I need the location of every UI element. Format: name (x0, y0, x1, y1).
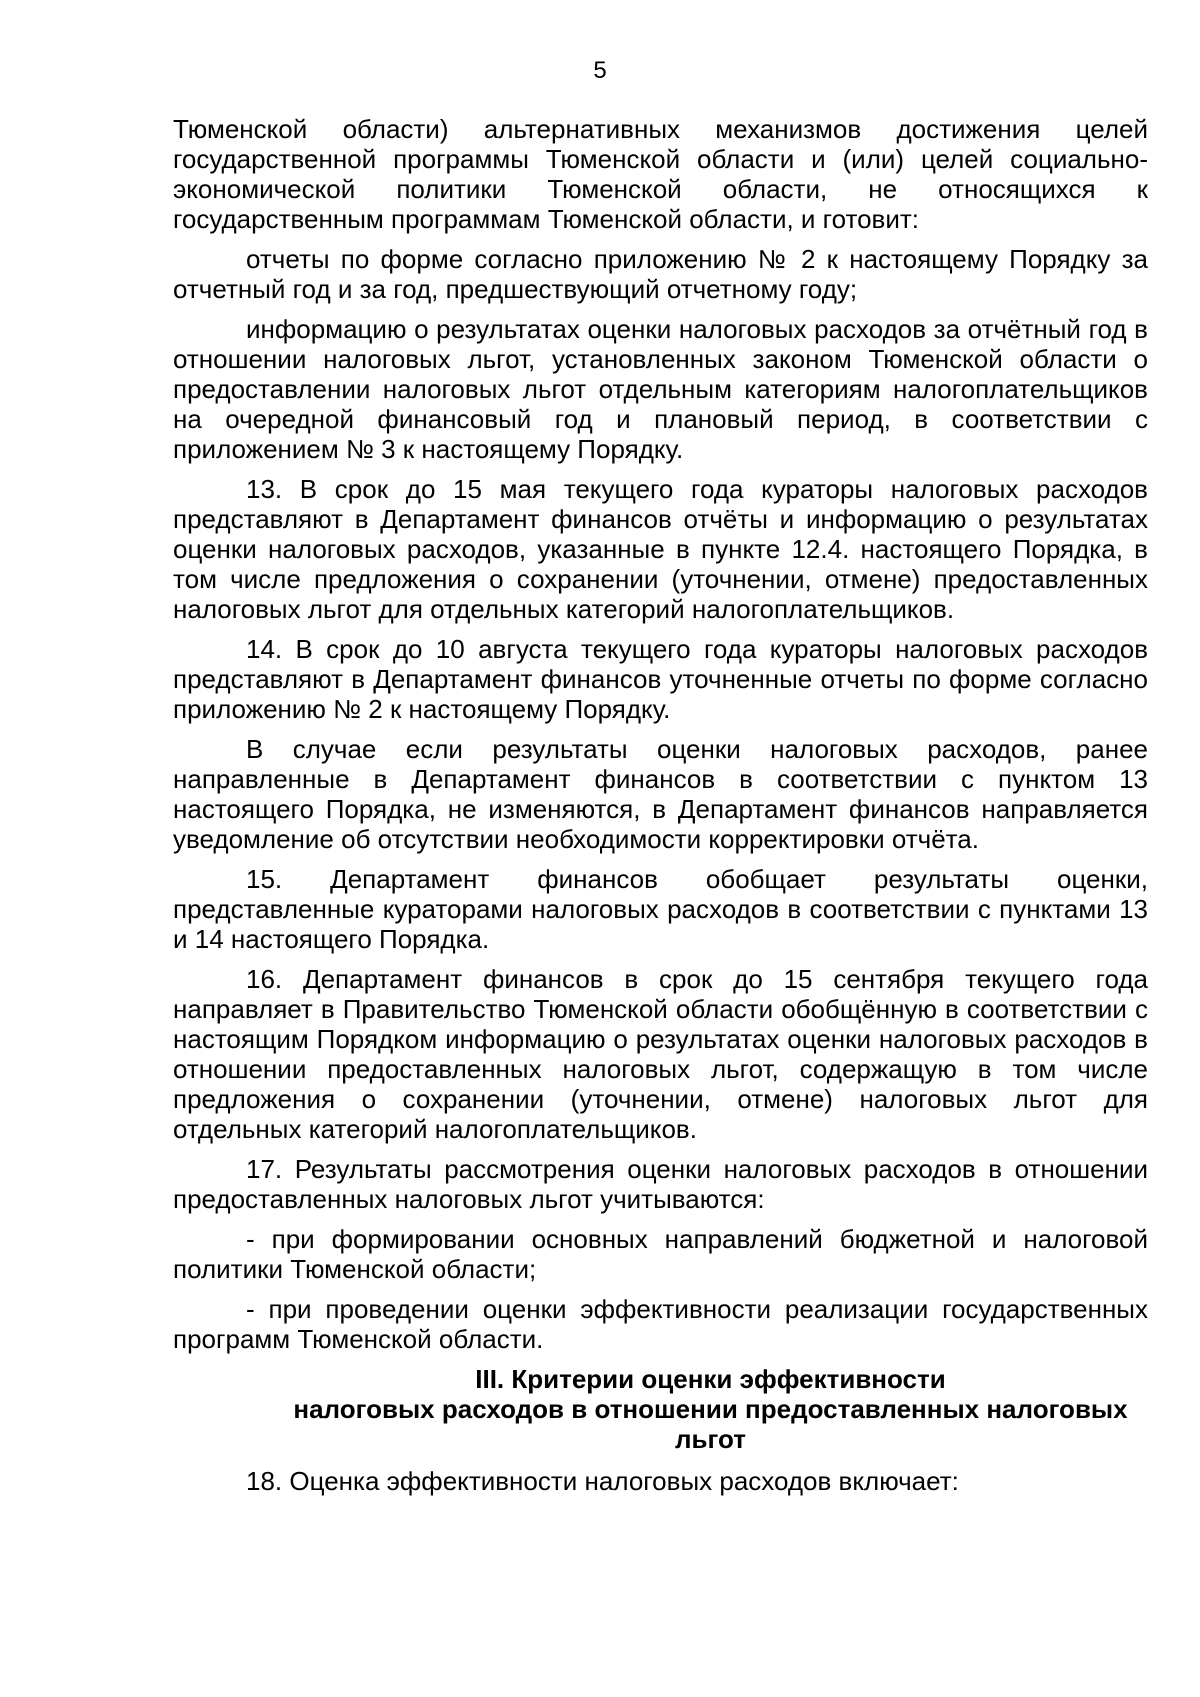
section-heading-line-1: III. Критерии оценки эффективности (475, 1364, 946, 1394)
paragraph-17-item-2: - при проведении оценки эффективности реализации государственных программ Тюменской области. (173, 1294, 1148, 1354)
page-number: 5 (593, 57, 607, 84)
section-heading-line-3: льгот (675, 1424, 746, 1454)
paragraph-reports: отчеты по форме согласно приложению № 2 к настоящему Порядку за отчетный год и за год, предшествующий отчетному году; (173, 244, 1148, 304)
section-heading (173, 1364, 1148, 1454)
paragraph-14: 14. В срок до 10 августа текущего года кураторы налоговых расходов представляют в Департамент финансов уточненные отчеты по форме согласно приложению № 2 к настоящему Порядку. (173, 634, 1148, 724)
paragraph-14-case: В случае если результаты оценки налоговых расходов, ранее направленные в Департамент финансов в соответствии с пунктом 13 настоящего Порядка, не изменяются, в Департамент финансов направляется уведомление об отсутствии необходимости корректировки отчёта. (173, 734, 1148, 854)
paragraph-continuation: Тюменской области) альтернативных механизмов достижения целей государственной программы Тюменской области и (или) целей социально-экономической политики Тюменской области, не относящихся к государственным программам Тюменской области, и готовит: (173, 114, 1148, 234)
paragraph-15: 15. Департамент финансов обобщает результаты оценки, представленные кураторами налоговых расходов в соответствии с пунктами 13 и 14 настоящего Порядка. (173, 864, 1148, 954)
document-body (173, 114, 1148, 1506)
paragraph-17: 17. Результаты рассмотрения оценки налоговых расходов в отношении предоставленных налоговых льгот учитываются: (173, 1154, 1148, 1214)
paragraph-information: информацию о результатах оценки налоговых расходов за отчётный год в отношении налоговых льгот, установленных законом Тюменской области о предоставлении налоговых льгот отдельным категориям налогоплательщиков на очередной финансовый год и плановый период, в соответствии с приложением № 3 к настоящему Порядку. (173, 314, 1148, 464)
paragraph-18: 18. Оценка эффективности налоговых расходов включает: (246, 1466, 959, 1496)
paragraph-16: 16. Департамент финансов в срок до 15 сентября текущего года направляет в Правительство Тюменской области обобщённую в соответствии с настоящим Порядком информацию о результатах оценки налоговых расходов в отношении предоставленных налоговых льгот, содержащую в том числе предложения о сохранении (уточнении, отмене) налоговых льгот для отдельных категорий налогоплательщиков. (173, 964, 1148, 1144)
paragraph-17-item-1: - при формировании основных направлений бюджетной и налоговой политики Тюменской области; (173, 1224, 1148, 1284)
paragraph-13: 13. В срок до 15 мая текущего года кураторы налоговых расходов представляют в Департамент финансов отчёты и информацию о результатах оценки налоговых расходов, указанные в пункте 12.4. настоящего Порядка, в том числе предложения о сохранении (уточнении, отмене) предоставленных налоговых льгот для отдельных категорий налогоплательщиков. (173, 474, 1148, 624)
section-heading-line-2: налоговых расходов в отношении предоставленных налоговых (293, 1394, 1128, 1424)
